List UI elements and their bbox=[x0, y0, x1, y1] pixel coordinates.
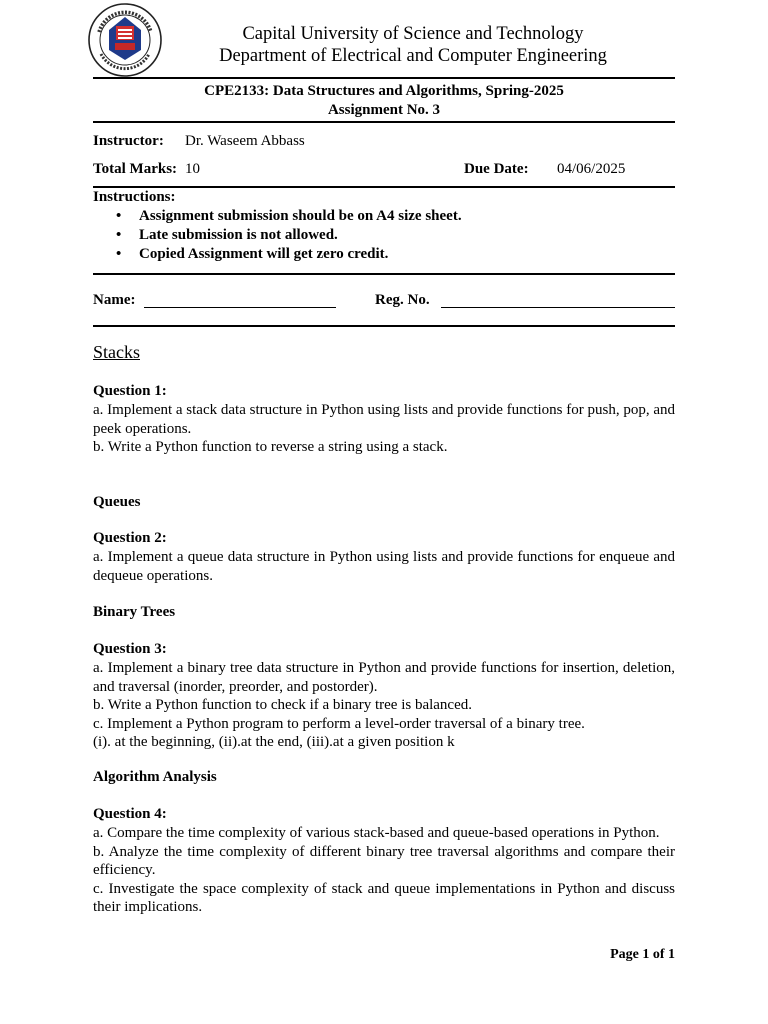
question-4-body bbox=[93, 824, 675, 917]
due-date-label: Due Date: bbox=[464, 161, 529, 177]
section-heading-stacks: Stacks bbox=[93, 342, 140, 362]
question-1-body bbox=[93, 401, 675, 457]
question-1-title: Question 1: bbox=[93, 383, 167, 399]
question-3-part-d: (i). at the beginning, (ii).at the end, (iii).at a given position k bbox=[93, 734, 455, 750]
question-4-title: Question 4: bbox=[93, 806, 167, 822]
question-4-part-c: c. Investigate the space complexity of stack and queue implementations in Python and discuss their implications. bbox=[93, 880, 675, 915]
question-3-part-a: a. Implement a binary tree data structure in Python and provide functions for insertion, deletion, and traversal (inorder, preorder, and postorder). bbox=[93, 660, 675, 695]
section-heading-queues: Queues bbox=[93, 494, 141, 510]
instruction-item: • Copied Assignment will get zero credit. bbox=[93, 245, 462, 264]
divider bbox=[93, 325, 675, 327]
due-date-value: 04/06/2025 bbox=[557, 161, 626, 177]
divider bbox=[93, 121, 675, 123]
question-3-title: Question 3: bbox=[93, 641, 167, 657]
instructions-label: Instructions: bbox=[93, 189, 176, 205]
instruction-item: • Assignment submission should be on A4 size sheet. bbox=[93, 207, 462, 226]
question-2-part-a: a. Implement a queue data structure in Python using lists and provide functions for enqueue and dequeue operations. bbox=[93, 549, 675, 584]
name-label: Name: bbox=[93, 292, 136, 308]
reg-no-label: Reg. No. bbox=[375, 292, 430, 308]
question-2-body bbox=[93, 548, 675, 585]
divider bbox=[93, 273, 675, 275]
page-number: Page 1 of 1 bbox=[610, 947, 675, 962]
assignment-page bbox=[93, 0, 675, 1024]
question-4-part-a: a. Compare the time complexity of various stack-based and queue-based operations in Python. bbox=[93, 825, 660, 841]
instructions-list bbox=[93, 207, 462, 264]
instruction-item: • Late submission is not allowed. bbox=[93, 226, 462, 245]
section-heading-algorithm-analysis: Algorithm Analysis bbox=[93, 769, 217, 785]
section-heading-binary-trees: Binary Trees bbox=[93, 604, 176, 620]
instructor-label: Instructor: bbox=[93, 133, 164, 149]
university-name: Capital University of Science and Technology bbox=[242, 24, 584, 44]
divider bbox=[93, 186, 675, 188]
assignment-number: Assignment No. 3 bbox=[327, 102, 441, 118]
instructor-value: Dr. Waseem Abbass bbox=[185, 133, 305, 149]
department-name: Department of Electrical and Computer Engineering bbox=[219, 46, 607, 66]
question-1-part-b: b. Write a Python function to reverse a string using a stack. bbox=[93, 439, 448, 455]
course-title: CPE2133: Data Structures and Algorithms, Spring-2025 bbox=[204, 83, 564, 99]
question-3-part-b: b. Write a Python function to check if a binary tree is balanced. bbox=[93, 697, 472, 713]
total-marks-label: Total Marks: bbox=[93, 161, 178, 177]
university-logo bbox=[87, 2, 163, 78]
divider bbox=[93, 77, 675, 79]
question-3-body bbox=[93, 659, 675, 752]
question-4-part-b: b. Analyze the time complexity of different binary tree traversal algorithms and compare their efficiency. bbox=[93, 843, 675, 878]
total-marks-value: 10 bbox=[185, 161, 200, 177]
name-blank bbox=[144, 294, 336, 308]
question-1-part-a: a. Implement a stack data structure in Python using lists and provide functions for push, pop, and peek operations. bbox=[93, 402, 675, 437]
reg-no-blank bbox=[441, 294, 675, 308]
question-2-title: Question 2: bbox=[93, 530, 167, 546]
question-3-part-c: c. Implement a Python program to perform a level-order traversal of a binary tree. bbox=[93, 715, 585, 732]
